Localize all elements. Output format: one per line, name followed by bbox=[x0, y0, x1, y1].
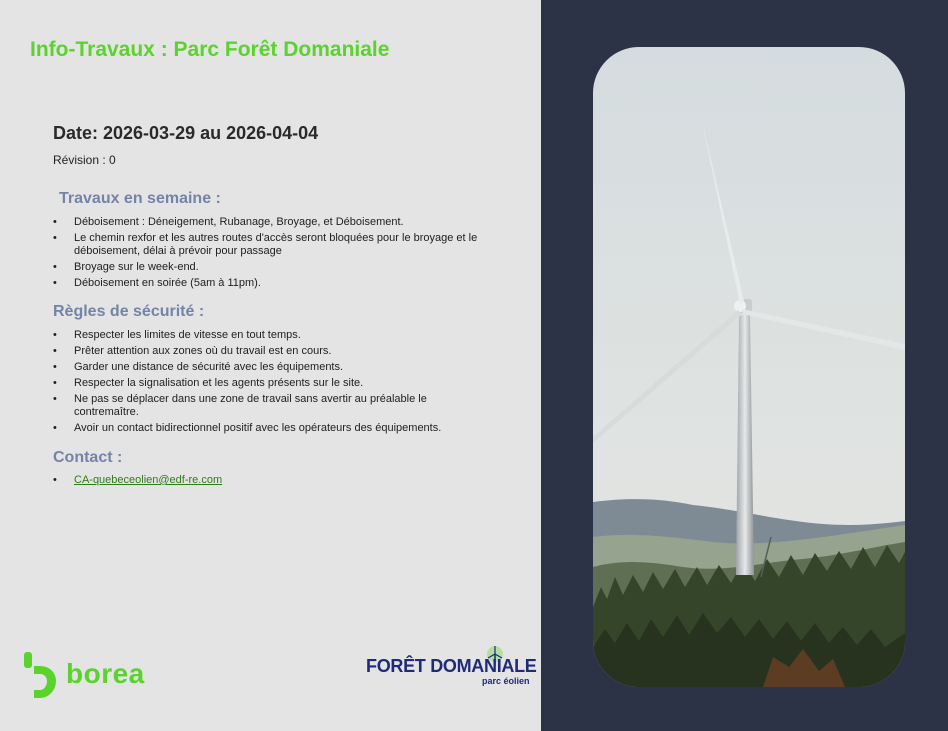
list-item: • Avoir un contact bidirectionnel positif avec les opérateurs des équipements. bbox=[53, 422, 493, 435]
list-item: • Respecter la signalisation et les agents présents sur le site. bbox=[53, 377, 493, 390]
revision-label: Révision : 0 bbox=[53, 153, 116, 167]
foret-domaniale-logo bbox=[366, 645, 536, 690]
contact-email-link[interactable]: CA-quebeceolien@edf-re.com bbox=[74, 474, 223, 486]
contact-heading: Contact : bbox=[53, 449, 123, 466]
travaux-heading: Travaux en semaine : bbox=[59, 190, 221, 207]
wind-turbine-photo bbox=[593, 47, 905, 687]
list-item: • Broyage sur le week-end. bbox=[53, 261, 493, 274]
list-item: • Déboisement : Déneigement, Rubanage, Broyage, et Déboisement. bbox=[53, 216, 493, 229]
foret-domaniale-wordmark: FORÊT DOMANIALE bbox=[366, 656, 537, 676]
borea-logo bbox=[22, 650, 162, 704]
travaux-list bbox=[53, 216, 493, 293]
borea-mark-icon bbox=[22, 650, 62, 704]
list-item: • Prêter attention aux zones où du travail est en cours. bbox=[53, 345, 493, 358]
borea-wordmark: borea bbox=[66, 658, 145, 689]
list-item: • Respecter les limites de vitesse en tout temps. bbox=[53, 329, 493, 342]
regles-list bbox=[53, 329, 493, 438]
list-item: • Le chemin rexfor et les autres routes d'accès seront bloquées pour le broyage et le déboisement, délai à prévoir pour passage bbox=[53, 232, 493, 258]
list-item: • Ne pas se déplacer dans une zone de travail sans avertir au préalable le contremaître. bbox=[53, 393, 493, 419]
page-title: Info-Travaux : Parc Forêt Domaniale bbox=[30, 38, 390, 61]
list-item: • Déboisement en soirée (5am à 11pm). bbox=[53, 277, 493, 290]
list-item bbox=[53, 474, 493, 487]
regles-heading: Règles de sécurité : bbox=[53, 303, 205, 320]
parc-eolien-label: parc éolien bbox=[482, 676, 530, 686]
list-item: • Garder une distance de sécurité avec les équipements. bbox=[53, 361, 493, 374]
date-range: Date: 2026-03-29 au 2026-04-04 bbox=[53, 123, 319, 143]
contact-list bbox=[53, 474, 493, 490]
